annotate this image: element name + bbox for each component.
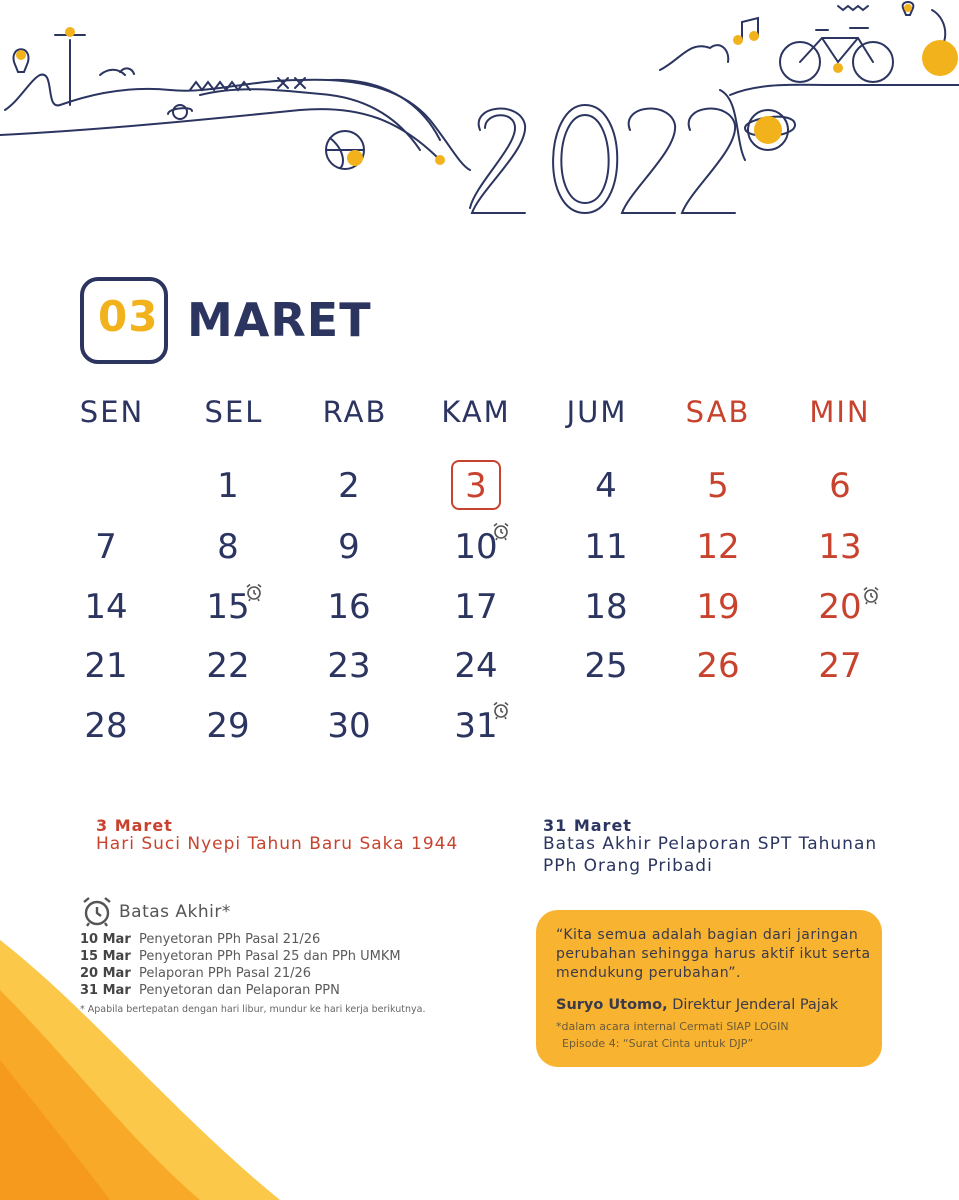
deadline-text: Penyetoran dan Pelaporan PPN [139,983,340,998]
deadline-row [80,949,401,964]
calendar-day: 17 [454,587,498,627]
calendar-day: 14 [84,587,128,627]
calendar-day: 8 [217,527,239,567]
weekday-jum: JUM [566,395,628,429]
calendar-day: 29 [206,706,250,746]
calendar-day-deadline: 15 [206,587,250,627]
month-number-text: 03 [98,292,159,341]
calendar-day: 16 [327,587,371,627]
weekday-sel: SEL [204,395,264,429]
deadline-text: Penyetoran PPh Pasal 21/26 [139,932,321,947]
calendar-day: 4 [595,466,617,506]
header-line-art [0,0,959,230]
deadline-date: 20 Mar [80,966,131,981]
deadline-row [80,932,320,947]
weekday-rab: RAB [322,395,388,429]
quote-author-line [556,997,838,1013]
calendar-day-weekend: 13 [818,527,862,567]
calendar-day-deadline-weekend: 20 [818,587,862,627]
calendar-day: 2 [338,466,360,506]
deadline-text: Penyetoran PPh Pasal 25 dan PPh UMKM [139,949,401,964]
quote-note [556,1018,789,1052]
alarm-clock-icon [861,585,881,605]
calendar-day: 11 [584,527,628,567]
calendar-day: 21 [84,646,128,686]
holiday-date: 3 Maret [96,816,173,835]
spt-date: 31 Maret [543,816,632,835]
deadline-row [80,983,340,998]
quote-text: “Kita semua adalah bagian dari jaringan perubahan sehingga harus aktif ikut serta mendukung perubahan”. [556,927,871,981]
calendar-day: 7 [95,527,117,567]
alarm-clock-icon [491,700,511,720]
calendar-day-deadline: 10 [454,527,498,567]
spt-text-line1: Batas Akhir Pelaporan SPT Tahunan [543,834,878,854]
calendar-day-weekend: 6 [829,466,851,506]
calendar-day-weekend: 5 [707,466,729,506]
calendar-day-weekend: 19 [696,587,740,627]
calendar-day: 18 [584,587,628,627]
calendar-day: 9 [338,527,360,567]
quote-author-title: Direktur Jenderal Pajak [667,997,839,1013]
spt-text-line2: PPh Orang Pribadi [543,856,713,876]
quote-author: Suryo Utomo, [556,997,668,1013]
alarm-clock-icon [80,895,114,927]
calendar-day-highlighted: 3 [465,466,487,506]
calendar-day-weekend: 12 [696,527,740,567]
weekday-sen: SEN [79,395,145,429]
calendar-day: 24 [454,646,498,686]
weekday-sab: SAB [685,395,751,429]
deadlines-title: Batas Akhir* [119,902,231,922]
deadline-date: 15 Mar [80,949,131,964]
deadline-date: 31 Mar [80,983,131,998]
calendar-day: 1 [217,466,239,506]
calendar-day: 28 [84,706,128,746]
deadline-row [80,966,311,981]
deadline-text: Pelaporan PPh Pasal 21/26 [139,966,312,981]
month-number [98,292,158,341]
weekday-kam: KAM [441,395,511,429]
quote-note-line1: *dalam acara internal Cermati SIAP LOGIN [556,1020,789,1033]
calendar-day: 22 [206,646,250,686]
calendar-day-weekend: 27 [818,646,862,686]
alarm-clock-icon [491,521,511,541]
calendar-day: 25 [584,646,628,686]
deadlines-footnote: * Apabila bertepatan dengan hari libur, mundur ke hari kerja berikutnya. [80,1004,426,1015]
calendar-day: 30 [327,706,371,746]
calendar-day-weekend: 26 [696,646,740,686]
holiday-text: Hari Suci Nyepi Tahun Baru Saka 1944 [96,834,459,854]
calendar-day-deadline: 31 [454,706,498,746]
weekday-min: MIN [809,395,871,429]
alarm-clock-icon [244,582,264,602]
month-name: MARET [187,293,372,347]
quote-note-line2: Episode 4: “Surat Cinta untuk DJP” [562,1037,754,1050]
deadline-date: 10 Mar [80,932,131,947]
calendar-day: 23 [327,646,371,686]
